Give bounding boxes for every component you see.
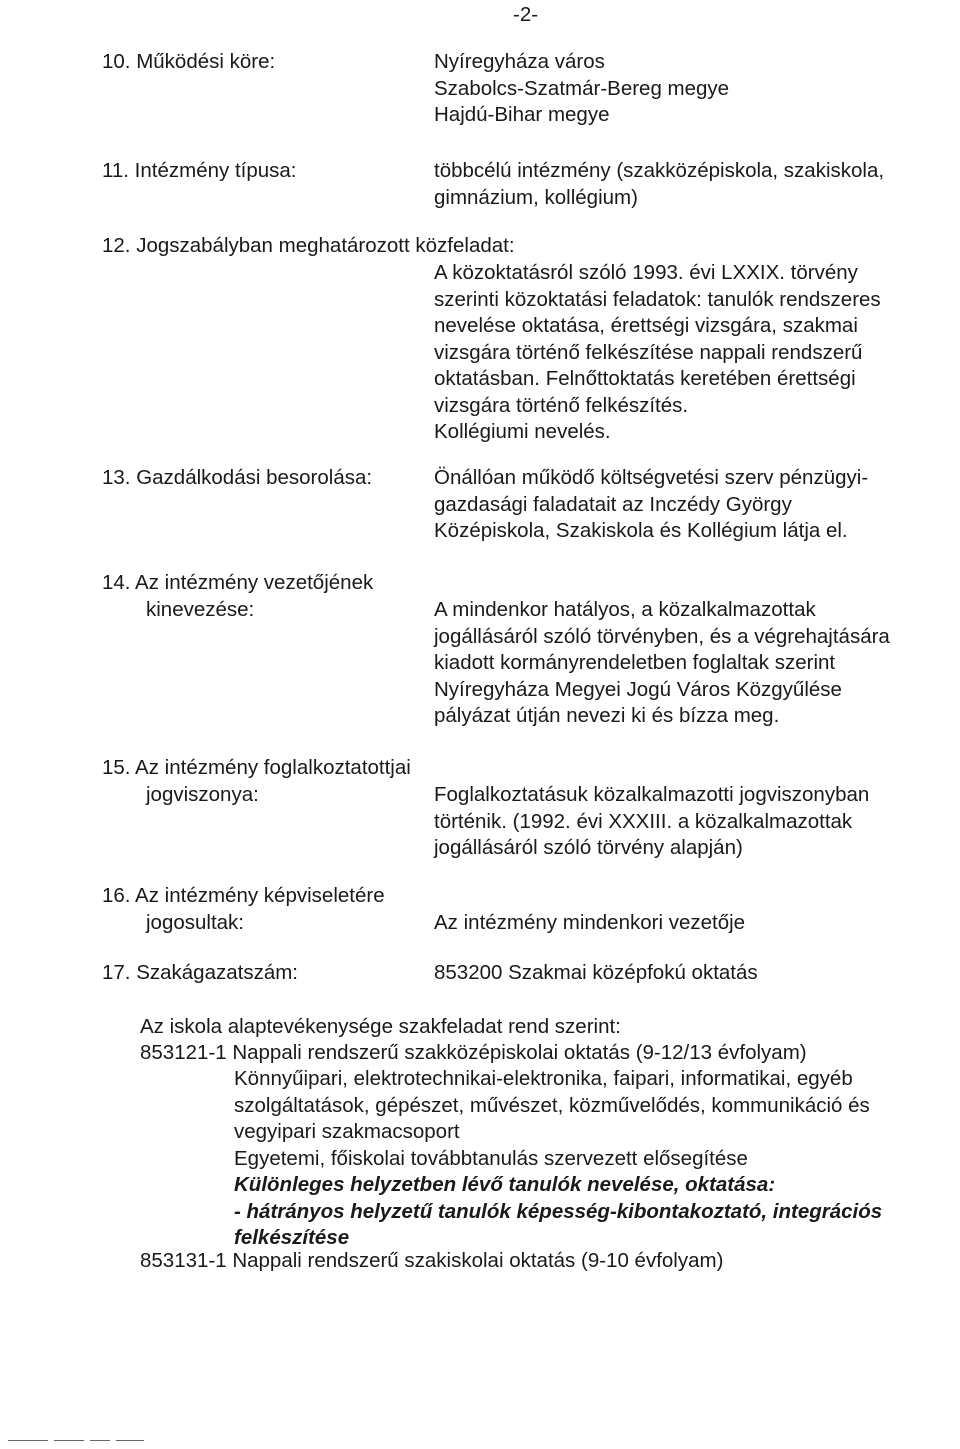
body-line: vegyipari szakmacsoport — [234, 1120, 460, 1143]
special-line: - hátrányos helyzetű tanulók képesség-kibontakoztató, integrációs — [234, 1199, 883, 1223]
section-13-value — [434, 465, 960, 545]
section-15-value — [434, 782, 960, 862]
value-line: Hajdú-Bihar megye — [434, 103, 610, 126]
value-line: jogállásáról szóló törvény alapján) — [434, 836, 743, 859]
value-line: jogállásáról szóló törvényben, és a végrehajtására — [434, 624, 890, 648]
section-16-value — [434, 910, 960, 937]
label-line: 15. Az intézmény foglalkoztatottjai — [102, 756, 411, 779]
activities-section-2-title: 853131-1 Nappali rendszerű szakiskolai oktatás (9-10 évfolyam) — [140, 1249, 724, 1272]
value-line: oktatásban. Felnőttoktatás keretében érettségi — [434, 367, 856, 390]
value-line: gazdasági faladatait az Inczédy György — [434, 492, 792, 516]
section-12-value — [434, 260, 960, 446]
value-line: kiadott kormányrendeletben foglaltak szerint — [434, 651, 836, 674]
value-line: történik. (1992. évi XXXIII. a közalkalmazottak — [434, 809, 853, 833]
section-10-label: 10. Működési köre: — [102, 50, 276, 73]
special-title: Különleges helyzetben lévő tanulók nevelése, oktatása: — [234, 1173, 776, 1196]
section-17-value — [434, 960, 960, 987]
value-line: Foglalkoztatásuk közalkalmazotti jogviszonyban — [434, 783, 870, 806]
value-line: A közoktatásról szóló 1993. évi LXXIX. törvény — [434, 261, 858, 284]
value-line: Nyíregyháza város — [434, 50, 605, 73]
activities-intro: Az iskola alaptevékenysége szakfeladat rend szerint: — [140, 1015, 621, 1038]
value-line: pályázat útján nevezi ki és bízza meg. — [434, 704, 780, 727]
value-line: nevelése oktatása, érettségi vizsgára, szakmai — [434, 314, 858, 337]
value-line: Önállóan működő költségvetési szerv pénzügyi- — [434, 466, 869, 489]
body-line: Egyetemi, főiskolai továbbtanulás szervezett elősegítése — [234, 1146, 748, 1170]
section-14-value — [434, 597, 960, 730]
body-line: szolgáltatások, gépészet, művészet, közművelődés, kommunikáció és — [234, 1093, 870, 1117]
value-line: többcélú intézmény (szakközépiskola, szakiskola, — [434, 159, 885, 182]
value-line: Középiskola, Szakiskola és Kollégium látja el. — [434, 519, 848, 542]
label-line: 16. Az intézmény képviseletére — [102, 884, 385, 907]
label-line: kinevezése: — [146, 597, 255, 621]
value-line: Szabolcs-Szatmár-Bereg megye — [434, 76, 730, 100]
activities-section-1-title: 853121-1 Nappali rendszerű szakközépiskolai oktatás (9-12/13 évfolyam) — [140, 1041, 807, 1064]
section-10-value — [434, 49, 960, 129]
value-line: Nyíregyháza Megyei Jogú Város Közgyűlése — [434, 677, 842, 701]
value-line: Kollégiumi nevelés. — [434, 420, 611, 443]
label-line: jogosultak: — [146, 910, 245, 934]
value-line: A mindenkor hatályos, a közalkalmazottak — [434, 598, 816, 621]
value-line: 853200 Szakmai középfokú oktatás — [434, 961, 758, 984]
body-line: Könnyűipari, elektrotechnikai-elektronika, faipari, informatikai, egyéb — [234, 1067, 853, 1090]
section-12-label: 12. Jogszabályban meghatározott közfeladat: — [102, 234, 515, 257]
section-17-label: 17. Szakágazatszám: — [102, 961, 298, 984]
section-11-label: 11. Intézmény típusa: — [102, 159, 297, 182]
label-line: 14. Az intézmény vezetőjének — [102, 571, 374, 594]
section-13-label: 13. Gazdálkodási besorolása: — [102, 466, 373, 489]
page-number: -2- — [513, 3, 539, 26]
label-line: jogviszonya: — [146, 782, 259, 806]
section-14-label — [102, 570, 373, 623]
value-line: Az intézmény mindenkori vezetője — [434, 911, 746, 934]
scan-artifact — [8, 1440, 148, 1443]
value-line: szerinti közoktatási feladatok: tanulók rendszeres — [434, 287, 881, 311]
value-line: vizsgára történő felkészítése nappali rendszerű — [434, 340, 863, 364]
special-line: felkészítése — [234, 1226, 350, 1249]
value-line: gimnázium, kollégium) — [434, 185, 638, 209]
section-16-label — [102, 883, 385, 936]
value-line: vizsgára történő felkészítés. — [434, 393, 689, 417]
section-15-label — [102, 755, 411, 808]
activities-section-1-body — [234, 1066, 960, 1252]
section-11-value — [434, 158, 960, 211]
